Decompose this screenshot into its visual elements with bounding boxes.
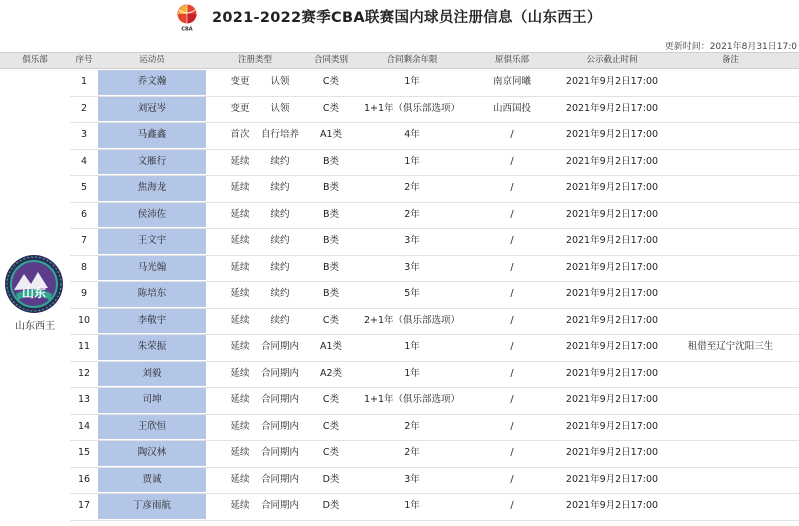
- contract-type: B类: [322, 235, 340, 246]
- row-number: 3: [80, 129, 88, 140]
- player-name: 李敬宇: [98, 309, 206, 334]
- reg-type: 变更: [230, 102, 250, 114]
- table-row: [70, 228, 799, 256]
- deadline: 2021年9月2日17:00: [565, 447, 659, 458]
- contract-type: A1类: [319, 129, 343, 140]
- table-row: [70, 255, 799, 283]
- club-logo: [4, 254, 64, 314]
- years-left: 1年: [404, 76, 420, 87]
- contract-type: C类: [322, 102, 340, 114]
- years-left: 2年: [404, 420, 420, 432]
- player-name: 乔文瀚: [98, 70, 206, 95]
- reg-type: 延续: [230, 155, 250, 167]
- col-contract-type: 合同类别: [313, 55, 348, 65]
- player-name: 朱荣振: [98, 335, 206, 360]
- row-number: 9: [80, 288, 88, 299]
- contract-type: D类: [322, 500, 340, 511]
- contract-type: B类: [322, 288, 340, 299]
- club-cell: [0, 68, 70, 526]
- player-name: 陶汉林: [98, 441, 206, 466]
- years-left: 5年: [404, 288, 420, 299]
- table-row: [70, 96, 799, 124]
- years-left: 2年: [404, 208, 420, 220]
- row-number: 5: [80, 182, 88, 193]
- col-deadline: 公示截止时间: [586, 55, 638, 65]
- col-no: 序号: [75, 55, 93, 65]
- cba-logo-text: CBA: [181, 26, 193, 32]
- reg-type: 延续: [230, 367, 250, 379]
- reg-subtype: 合同期内: [260, 473, 299, 485]
- reg-subtype: 认领: [270, 102, 290, 114]
- reg-subtype: 续约: [270, 314, 290, 326]
- row-number: 14: [77, 420, 91, 432]
- reg-type: 延续: [230, 235, 250, 246]
- contract-type: A2类: [319, 367, 343, 379]
- note: [662, 493, 799, 520]
- deadline: 2021年9月2日17:00: [565, 182, 659, 193]
- years-left: 2年: [404, 447, 420, 458]
- col-club: 俱乐部: [22, 55, 48, 65]
- reg-type: 变更: [230, 76, 250, 87]
- row-number: 11: [77, 341, 91, 352]
- orig-club: /: [510, 235, 514, 246]
- orig-club: /: [510, 473, 514, 485]
- years-left: 1年: [404, 155, 420, 167]
- row-number: 16: [77, 473, 91, 485]
- orig-club: /: [510, 314, 514, 326]
- orig-club: 山西国投: [492, 102, 531, 114]
- col-player: 运动员: [139, 55, 165, 65]
- player-name: 王文宇: [98, 229, 206, 254]
- reg-type: 延续: [230, 473, 250, 485]
- reg-subtype: 续约: [270, 208, 290, 220]
- years-left: 2年: [404, 182, 420, 193]
- cba-logo: [176, 4, 198, 32]
- player-name: 刘毅: [98, 362, 206, 387]
- table-row: [70, 334, 799, 362]
- note: [662, 308, 799, 335]
- note: [662, 414, 799, 441]
- deadline: 2021年9月2日17:00: [565, 208, 659, 220]
- note: [662, 228, 799, 255]
- contract-type: C类: [322, 447, 340, 458]
- player-name: 贾诚: [98, 468, 206, 493]
- reg-type: 延续: [230, 500, 250, 511]
- row-number: 1: [80, 76, 88, 87]
- player-name: 侯沛佐: [98, 203, 206, 228]
- row-number: 4: [80, 155, 88, 167]
- years-left: 3年: [404, 261, 420, 273]
- years-left: 3年: [404, 473, 420, 485]
- table-row: [70, 69, 799, 97]
- row-number: 8: [80, 261, 88, 273]
- table-row: [70, 387, 799, 415]
- years-left: 2+1年（俱乐部选项）: [363, 314, 461, 326]
- reg-type: 首次: [230, 129, 250, 140]
- deadline: 2021年9月2日17:00: [565, 473, 659, 485]
- years-left: 1年: [404, 500, 420, 511]
- deadline: 2021年9月2日17:00: [565, 394, 659, 405]
- reg-type: 延续: [230, 447, 250, 458]
- row-number: 10: [77, 314, 91, 326]
- col-reg-type: 注册类型: [237, 55, 272, 65]
- orig-club: /: [510, 500, 514, 511]
- deadline: 2021年9月2日17:00: [565, 314, 659, 326]
- table-row: [70, 308, 799, 336]
- player-name: 丁彦雨航: [98, 494, 206, 519]
- orig-club: /: [510, 341, 514, 352]
- row-number: 7: [80, 235, 88, 246]
- note: 租借至辽宁沈阳三生: [687, 341, 774, 352]
- reg-subtype: 合同期内: [260, 394, 299, 405]
- deadline: 2021年9月2日17:00: [565, 155, 659, 167]
- player-name: 陈培东: [98, 282, 206, 307]
- row-number: 12: [77, 367, 91, 379]
- player-name: 焦海龙: [98, 176, 206, 201]
- note: [662, 255, 799, 282]
- orig-club: /: [510, 129, 514, 140]
- club-name: 山东西王: [15, 321, 55, 332]
- reg-subtype: 续约: [270, 261, 290, 273]
- reg-type: 延续: [230, 314, 250, 326]
- contract-type: B类: [322, 182, 340, 193]
- deadline: 2021年9月2日17:00: [565, 367, 659, 379]
- player-name: 王欣恒: [98, 415, 206, 440]
- club-logo-text: 山东: [21, 286, 47, 300]
- contract-type: C类: [322, 394, 340, 405]
- table-row: [70, 175, 799, 203]
- contract-type: B类: [322, 261, 340, 273]
- row-number: 2: [80, 102, 88, 114]
- reg-subtype: 合同期内: [260, 367, 299, 379]
- reg-subtype: 认领: [270, 76, 290, 87]
- orig-club: /: [510, 155, 514, 167]
- deadline: 2021年9月2日17:00: [565, 76, 659, 87]
- orig-club: /: [510, 447, 514, 458]
- reg-type: 延续: [230, 341, 250, 352]
- player-name: 司坤: [98, 388, 206, 413]
- contract-type: A1类: [319, 341, 343, 352]
- contract-type: D类: [322, 473, 340, 485]
- table-row: [70, 149, 799, 177]
- table-row: [70, 281, 799, 309]
- orig-club: 南京同曦: [492, 76, 531, 87]
- player-name: 马鑫鑫: [98, 123, 206, 148]
- reg-type: 延续: [230, 288, 250, 299]
- table-header: [0, 52, 799, 69]
- contract-type: B类: [322, 155, 340, 167]
- reg-type: 延续: [230, 182, 250, 193]
- player-name: 马光翰: [98, 256, 206, 281]
- note: [662, 281, 799, 308]
- orig-club: /: [510, 420, 514, 432]
- row-number: 15: [77, 447, 91, 458]
- table-row: [70, 493, 799, 521]
- orig-club: /: [510, 367, 514, 379]
- reg-subtype: 续约: [270, 182, 290, 193]
- reg-subtype: 续约: [270, 155, 290, 167]
- years-left: 1年: [404, 341, 420, 352]
- table-row: [70, 122, 799, 150]
- note: [662, 387, 799, 414]
- page-title: 2021-2022赛季CBA联赛国内球员注册信息（山东西王）: [212, 10, 602, 26]
- contract-type: C类: [322, 420, 340, 432]
- years-left: 1+1年（俱乐部选项）: [363, 102, 461, 114]
- reg-subtype: 续约: [270, 288, 290, 299]
- note: [662, 175, 799, 202]
- contract-type: B类: [322, 208, 340, 220]
- update-time: 更新时间：2021年8月31日17:0: [664, 42, 797, 52]
- reg-subtype: 合同期内: [260, 500, 299, 511]
- deadline: 2021年9月2日17:00: [565, 288, 659, 299]
- deadline: 2021年9月2日17:00: [565, 500, 659, 511]
- player-name: 刘冠岑: [98, 97, 206, 122]
- deadline: 2021年9月2日17:00: [565, 261, 659, 273]
- deadline: 2021年9月2日17:00: [565, 102, 659, 114]
- reg-subtype: 续约: [270, 235, 290, 246]
- deadline: 2021年9月2日17:00: [565, 129, 659, 140]
- table-row: [70, 202, 799, 230]
- reg-type: 延续: [230, 420, 250, 432]
- orig-club: /: [510, 208, 514, 220]
- col-years-left: 合同剩余年限: [386, 55, 438, 65]
- deadline: 2021年9月2日17:00: [565, 420, 659, 432]
- row-number: 6: [80, 208, 88, 220]
- note: [662, 149, 799, 176]
- orig-club: /: [510, 182, 514, 193]
- years-left: 3年: [404, 235, 420, 246]
- reg-type: 延续: [230, 261, 250, 273]
- note: [662, 202, 799, 229]
- reg-type: 延续: [230, 208, 250, 220]
- note: [662, 96, 799, 123]
- orig-club: /: [510, 261, 514, 273]
- deadline: 2021年9月2日17:00: [565, 235, 659, 246]
- years-left: 1年: [404, 367, 420, 379]
- col-orig-club: 原俱乐部: [494, 55, 529, 65]
- row-number: 13: [77, 394, 91, 405]
- orig-club: /: [510, 394, 514, 405]
- player-name: 文雁行: [98, 150, 206, 175]
- note: [662, 361, 799, 388]
- years-left: 4年: [404, 129, 420, 140]
- deadline: 2021年9月2日17:00: [565, 341, 659, 352]
- note: [662, 122, 799, 149]
- row-number: 17: [77, 500, 91, 511]
- reg-subtype: 合同期内: [260, 420, 299, 432]
- table-row: [70, 361, 799, 389]
- reg-subtype: 自行培养: [260, 129, 299, 140]
- col-note: 备注: [721, 55, 739, 65]
- reg-subtype: 合同期内: [260, 447, 299, 458]
- table-row: [70, 467, 799, 495]
- note: [662, 467, 799, 494]
- reg-subtype: 合同期内: [260, 341, 299, 352]
- orig-club: /: [510, 288, 514, 299]
- note: [662, 440, 799, 467]
- table-row: [70, 440, 799, 468]
- table-row: [70, 414, 799, 442]
- contract-type: C类: [322, 314, 340, 326]
- note: [662, 69, 799, 96]
- contract-type: C类: [322, 76, 340, 87]
- years-left: 1+1年（俱乐部选项）: [363, 394, 461, 405]
- reg-type: 延续: [230, 394, 250, 405]
